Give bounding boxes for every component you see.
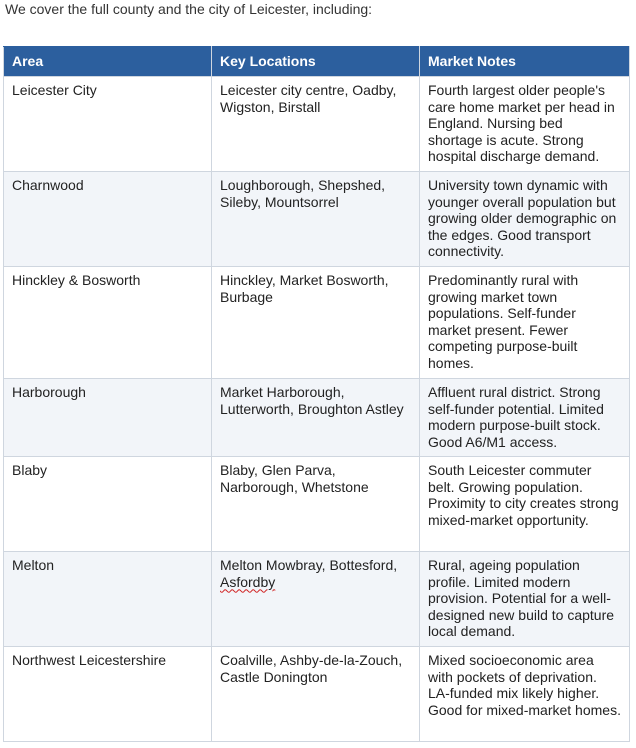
table-row [4, 379, 630, 457]
table-row [4, 457, 630, 552]
table-row [4, 647, 630, 742]
area-cell: Melton [4, 552, 212, 647]
area-cell: Leicester City [4, 77, 212, 172]
coverage-table [3, 46, 630, 742]
spellcheck-flagged-word: Asfordby [220, 573, 276, 590]
locations-cell: Loughborough, Shepshed, Sileby, Mountsorrel [212, 172, 420, 267]
area-cell: Harborough [4, 379, 212, 457]
market-notes-cell: Affluent rural district. Strong self-funder potential. Limited modern purpose-built stock. Good A6/M1 access. [420, 379, 630, 457]
column-header-area: Area [4, 47, 212, 77]
locations-cell: Market Harborough, Lutterworth, Broughton Astley [212, 379, 420, 457]
locations-cell: Blaby, Glen Parva, Narborough, Whetstone [212, 457, 420, 552]
table-header-row [4, 47, 630, 77]
column-header-market-notes: Market Notes [420, 47, 630, 77]
locations-text: Melton Mowbray, Bottesford, [220, 557, 398, 573]
area-cell: Blaby [4, 457, 212, 552]
market-notes-cell: Predominantly rural with growing market town populations. Self-funder market present. Fewer competing purpose-built homes. [420, 267, 630, 379]
table-row [4, 77, 630, 172]
locations-cell: Hinckley, Market Bosworth, Burbage [212, 267, 420, 379]
area-cell: Northwest Leicestershire [4, 647, 212, 742]
market-notes-cell: South Leicester commuter belt. Growing population. Proximity to city creates strong mixed-market opportunity. [420, 457, 630, 552]
table-row [4, 267, 630, 379]
market-notes-cell: Mixed socioeconomic area with pockets of deprivation. LA-funded mix likely higher. Good for mixed-market homes. [420, 647, 630, 742]
intro-text: We cover the full county and the city of Leicester, including: [5, 1, 373, 17]
locations-cell: Coalville, Ashby-de-la-Zouch, Castle Donington [212, 647, 420, 742]
market-notes-cell: Fourth largest older people's care home market per head in England. Nursing bed shortage is acute. Strong hospital discharge demand. [420, 77, 630, 172]
area-cell: Charnwood [4, 172, 212, 267]
locations-cell: Leicester city centre, Oadby, Wigston, Birstall [212, 77, 420, 172]
market-notes-cell: University town dynamic with younger overall population but growing older demographic on the edges. Good transport connectivity. [420, 172, 630, 267]
table-row [4, 172, 630, 267]
table-row [4, 552, 630, 647]
market-notes-cell: Rural, ageing population profile. Limited modern provision. Potential for a well-designed new build to capture local demand. [420, 552, 630, 647]
locations-cell [212, 552, 420, 647]
column-header-key-locations: Key Locations [212, 47, 420, 77]
area-cell: Hinckley & Bosworth [4, 267, 212, 379]
